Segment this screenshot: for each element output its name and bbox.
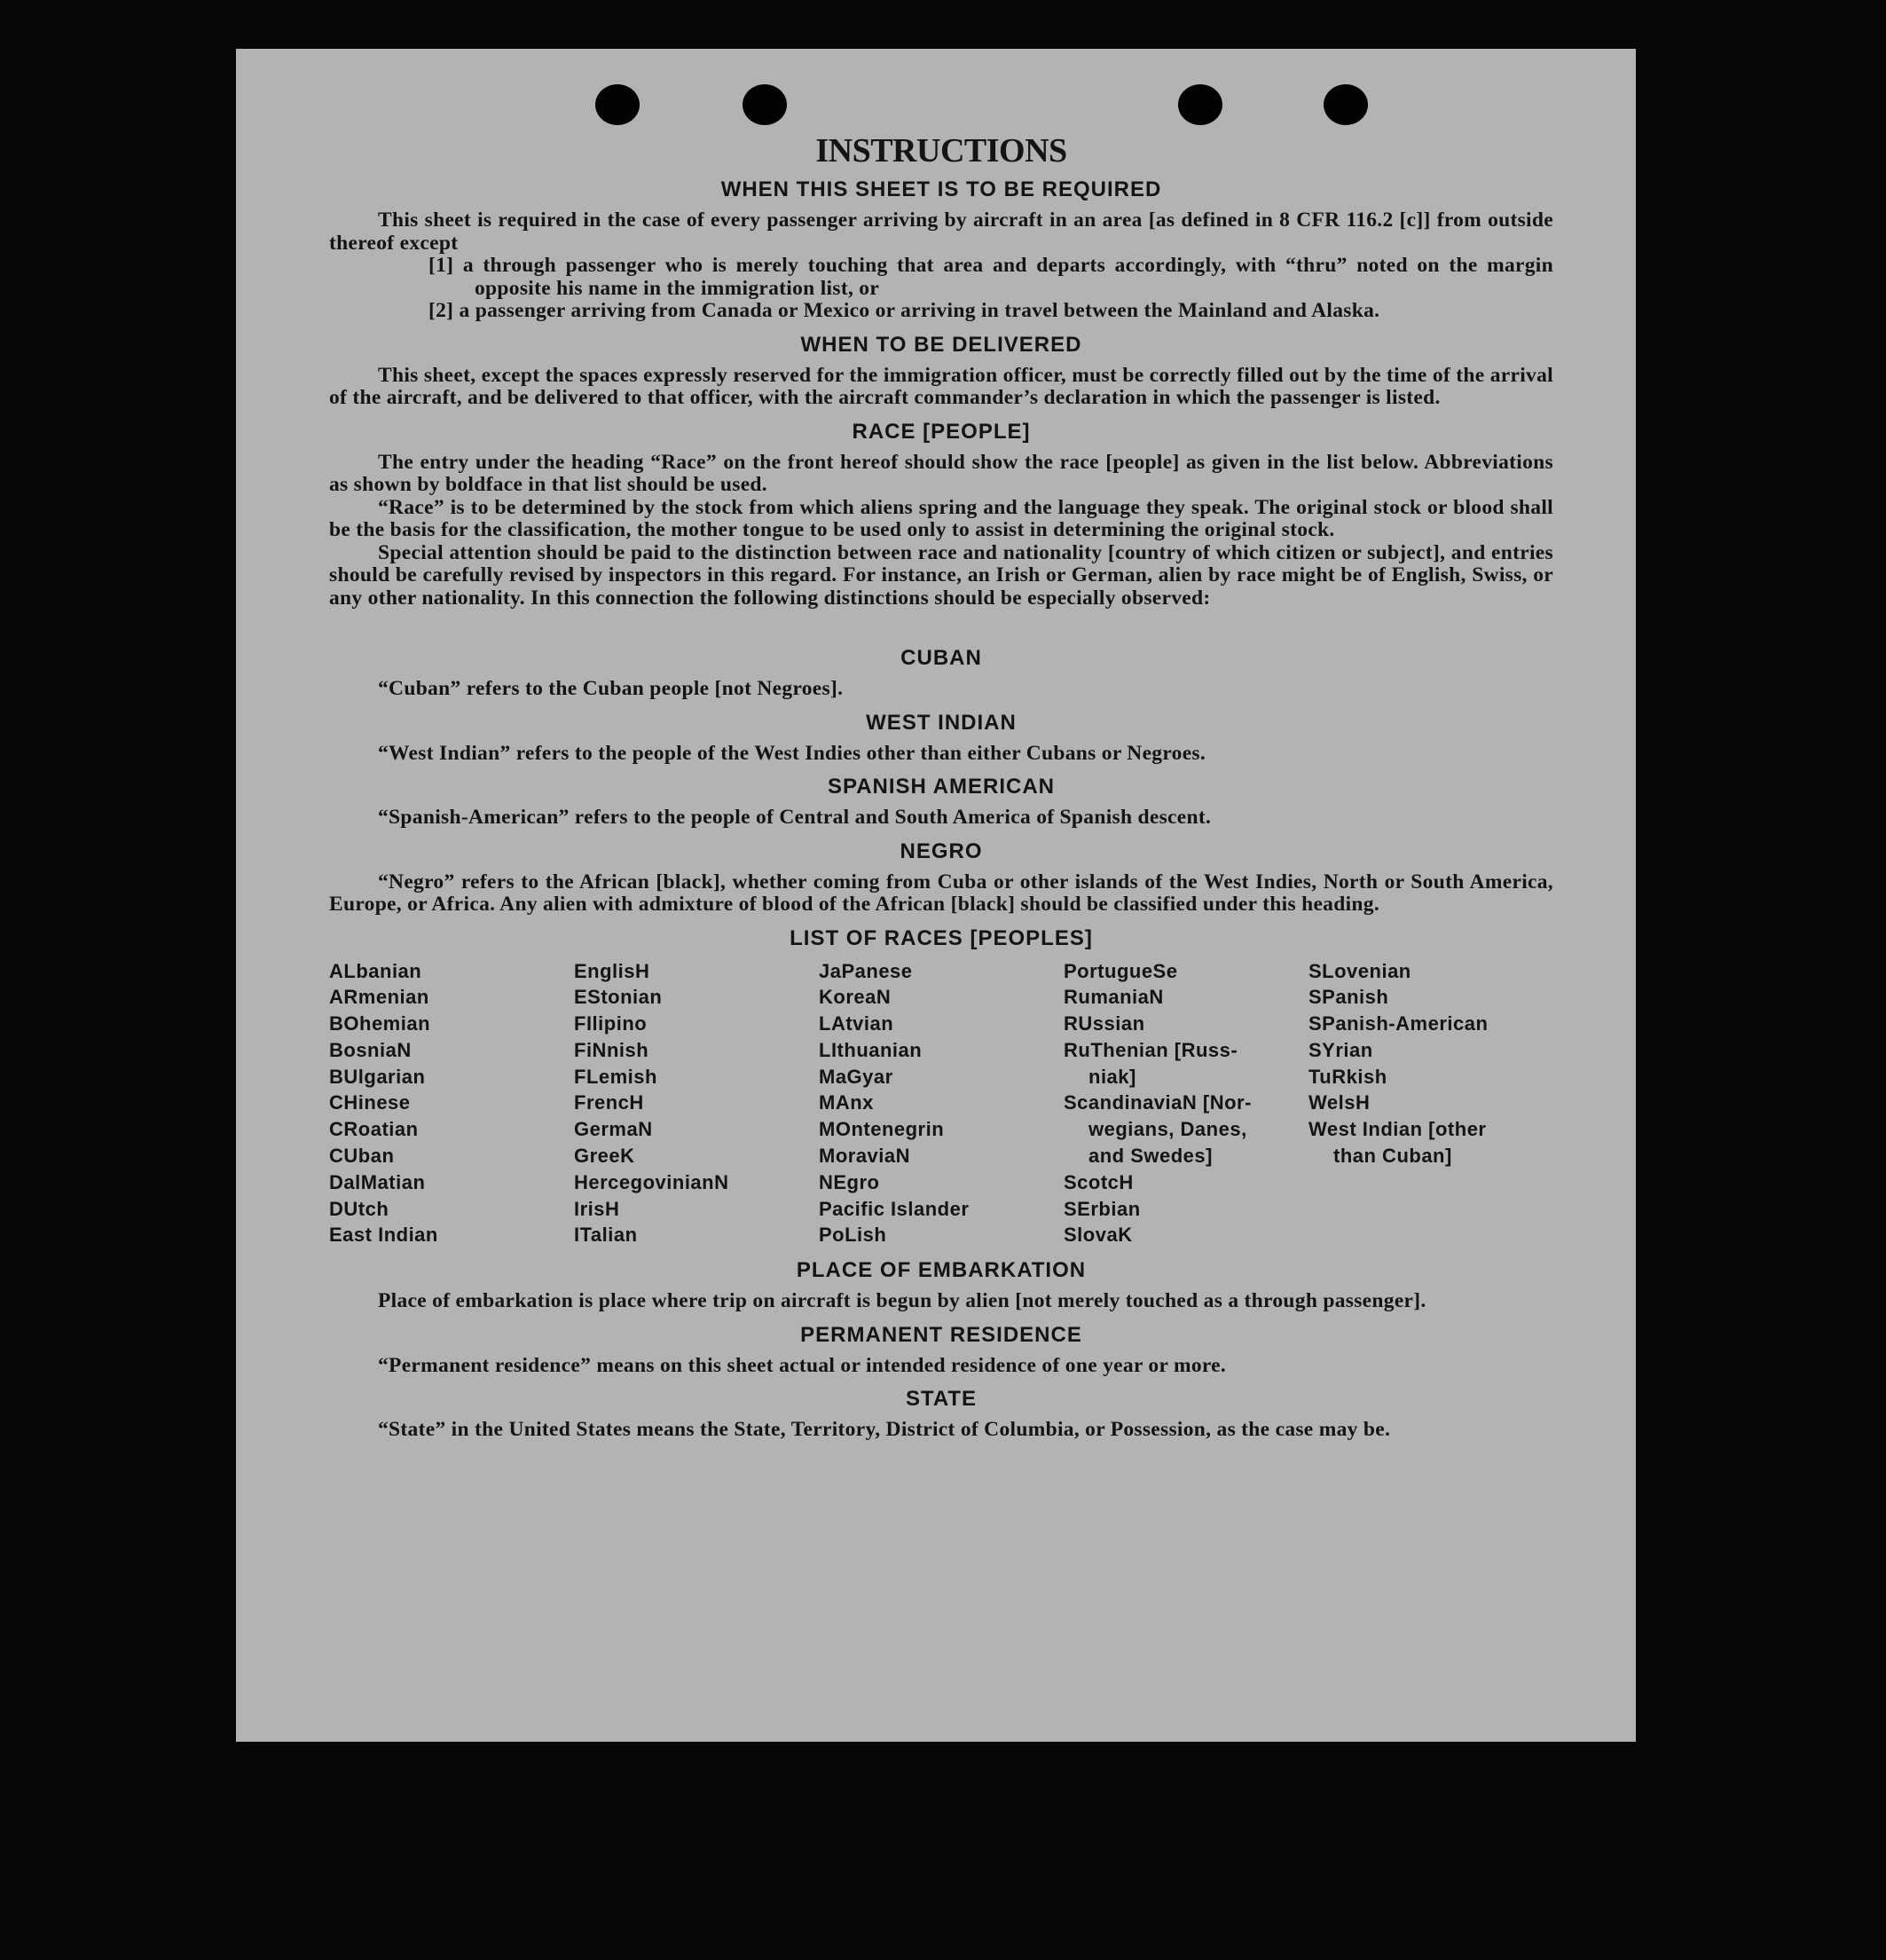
race-column	[819, 958, 1064, 1249]
west-indian-text: “West Indian” refers to the people of the West Indies other than either Cubans or Negroes.	[378, 741, 1206, 765]
section-heading-cuban: CUBAN	[900, 646, 982, 670]
race-entry: MOntenegrin	[819, 1118, 945, 1141]
race-paragraph-3: Special attention should be paid to the distinction between race and nationality [country of which citizen or subject], and entries should be carefully revised by inspectors in this regard. For instance, an Irish or German, alien by race might be of English, Swiss, or any other nationality. In this connection the following distinctions should be especially observed:	[329, 540, 1553, 610]
race-entry: SLovenian	[1308, 959, 1411, 982]
instructions-content	[329, 129, 1553, 1442]
race-entry-continuation: than Cuban]	[1333, 1145, 1452, 1168]
race-column	[574, 958, 819, 1249]
race-entry: SlovaK	[1064, 1224, 1133, 1247]
race-entry-continuation: and Swedes]	[1088, 1145, 1213, 1168]
race-entry: FiNnish	[574, 1038, 649, 1061]
race-entry: FrencH	[574, 1091, 644, 1114]
race-entry: SYrian	[1308, 1038, 1373, 1061]
race-entry: SErbian	[1064, 1197, 1141, 1220]
required-item-2: [2] a passenger arriving from Canada or Mexico or arriving in travel between the Mainland and Alaska.	[428, 299, 1380, 322]
race-paragraph-1: The entry under the heading “Race” on the front hereof should show the race [people] as given in the list below. Abbreviations as shown by boldface in that list should be used.	[329, 450, 1553, 496]
state-text: “State” in the United States means the State, Territory, District of Columbia, or Possession, as the case may be.	[378, 1418, 1391, 1442]
race-entry: BOhemian	[329, 1012, 431, 1035]
section-heading-delivered: WHEN TO BE DELIVERED	[800, 332, 1082, 357]
section-heading-state: STATE	[905, 1387, 978, 1412]
race-entry: WelsH	[1308, 1091, 1371, 1114]
race-entry: SPanish-American	[1308, 1012, 1489, 1035]
race-column	[1064, 958, 1308, 1249]
delivered-text: This sheet, except the spaces expressly reserved for the immigration officer, must be correctly filled out by the time of the arrival of the aircraft, and be delivered to that officer, with the aircraft commander’s declaration in which the passenger is listed.	[329, 363, 1553, 409]
race-entry: NEgro	[819, 1170, 880, 1193]
race-entry: CUban	[329, 1145, 395, 1168]
race-entry: JaPanese	[819, 959, 913, 982]
required-intro: This sheet is required in the case of every passenger arriving by aircraft in an area [as defined in 8 CFR 116.2 [c]] from outside thereof except	[329, 209, 1553, 255]
race-entry: FLemish	[574, 1065, 657, 1088]
race-list	[329, 958, 1553, 1249]
race-entry: ALbanian	[329, 959, 422, 982]
document-page	[236, 49, 1636, 1742]
race-entry: RumaniaN	[1064, 986, 1164, 1009]
race-entry: RuThenian [Russ-	[1064, 1038, 1238, 1061]
race-entry: ScotcH	[1064, 1170, 1134, 1193]
race-entry: FIlipino	[574, 1012, 648, 1035]
race-entry: LIthuanian	[819, 1038, 923, 1061]
race-entry: BUlgarian	[329, 1065, 426, 1088]
race-entry: DUtch	[329, 1197, 389, 1220]
embarkation-text: Place of embarkation is place where trip on aircraft is begun by alien [not merely touched as a through passenger].	[378, 1289, 1426, 1313]
page-title: INSTRUCTIONS	[815, 132, 1067, 169]
race-entry: East Indian	[329, 1224, 438, 1247]
race-entry: EStonian	[574, 986, 663, 1009]
race-entry: Pacific Islander	[819, 1197, 970, 1220]
race-entry: PortugueSe	[1064, 959, 1178, 982]
race-entry: PoLish	[819, 1224, 887, 1247]
permanent-residence-text: “Permanent residence” means on this sheet actual or intended residence of one year or more.	[378, 1353, 1227, 1377]
section-heading-list-of-races: LIST OF RACES [PEOPLES]	[790, 925, 1093, 950]
required-item-1: [1] a through passenger who is merely touching that area and departs accordingly, with “thru” noted on the margin opposite his name in the immigration list, or	[428, 254, 1553, 300]
section-heading-permanent-residence: PERMANENT RESIDENCE	[800, 1322, 1082, 1347]
race-entry: MoraviaN	[819, 1145, 911, 1168]
race-entry: MaGyar	[819, 1065, 893, 1088]
race-paragraph-2: “Race” is to be determined by the stock from which aliens spring and the language they speak. The original stock or blood shall be the basis for the classification, the mother tongue to be used only to assist in determining the original stock.	[329, 495, 1553, 541]
race-entry: EnglisH	[574, 959, 650, 982]
race-entry: CHinese	[329, 1091, 411, 1114]
race-entry: ITalian	[574, 1224, 638, 1247]
race-entry: MAnx	[819, 1091, 874, 1114]
section-heading-west-indian: WEST INDIAN	[866, 710, 1017, 735]
punch-hole	[743, 84, 787, 125]
race-entry: West Indian [other	[1308, 1118, 1487, 1141]
cuban-text: “Cuban” refers to the Cuban people [not Negroes].	[378, 677, 844, 700]
race-entry: GermaN	[574, 1118, 653, 1141]
section-heading-embarkation: PLACE OF EMBARKATION	[796, 1258, 1087, 1283]
race-entry: LAtvian	[819, 1012, 894, 1035]
race-entry: BosniaN	[329, 1038, 412, 1061]
race-entry-continuation: niak]	[1088, 1065, 1136, 1088]
race-column	[1308, 958, 1553, 1249]
race-entry: CRoatian	[329, 1118, 419, 1141]
race-entry: ARmenian	[329, 986, 429, 1009]
race-entry: ScandinaviaN [Nor-	[1064, 1091, 1252, 1114]
race-entry: IrisH	[574, 1197, 620, 1220]
punch-hole	[1324, 84, 1368, 125]
negro-text: “Negro” refers to the African [black], whether coming from Cuba or other islands of the West Indies, North or South America, Europe, or Africa. Any alien with admixture of blood of the African [black] should be classified under this heading.	[329, 870, 1553, 916]
race-column	[329, 958, 574, 1249]
race-entry: SPanish	[1308, 986, 1389, 1009]
race-entry-continuation: wegians, Danes,	[1088, 1118, 1247, 1141]
race-entry: DalMatian	[329, 1170, 426, 1193]
punch-hole	[1178, 84, 1222, 125]
race-entry: KoreaN	[819, 986, 892, 1009]
section-heading-negro: NEGRO	[900, 838, 983, 863]
section-heading-spanish-american: SPANISH AMERICAN	[827, 775, 1055, 799]
race-entry: HercegovinianN	[574, 1170, 729, 1193]
section-heading-race: RACE [PEOPLE]	[852, 419, 1031, 444]
race-entry: TuRkish	[1308, 1065, 1387, 1088]
punch-hole	[595, 84, 640, 125]
spanish-american-text: “Spanish-American” refers to the people of Central and South America of Spanish descent.	[378, 806, 1212, 829]
section-heading-required: WHEN THIS SHEET IS TO BE REQUIRED	[720, 177, 1162, 201]
race-entry: GreeK	[574, 1145, 635, 1168]
race-entry: RUssian	[1064, 1012, 1145, 1035]
